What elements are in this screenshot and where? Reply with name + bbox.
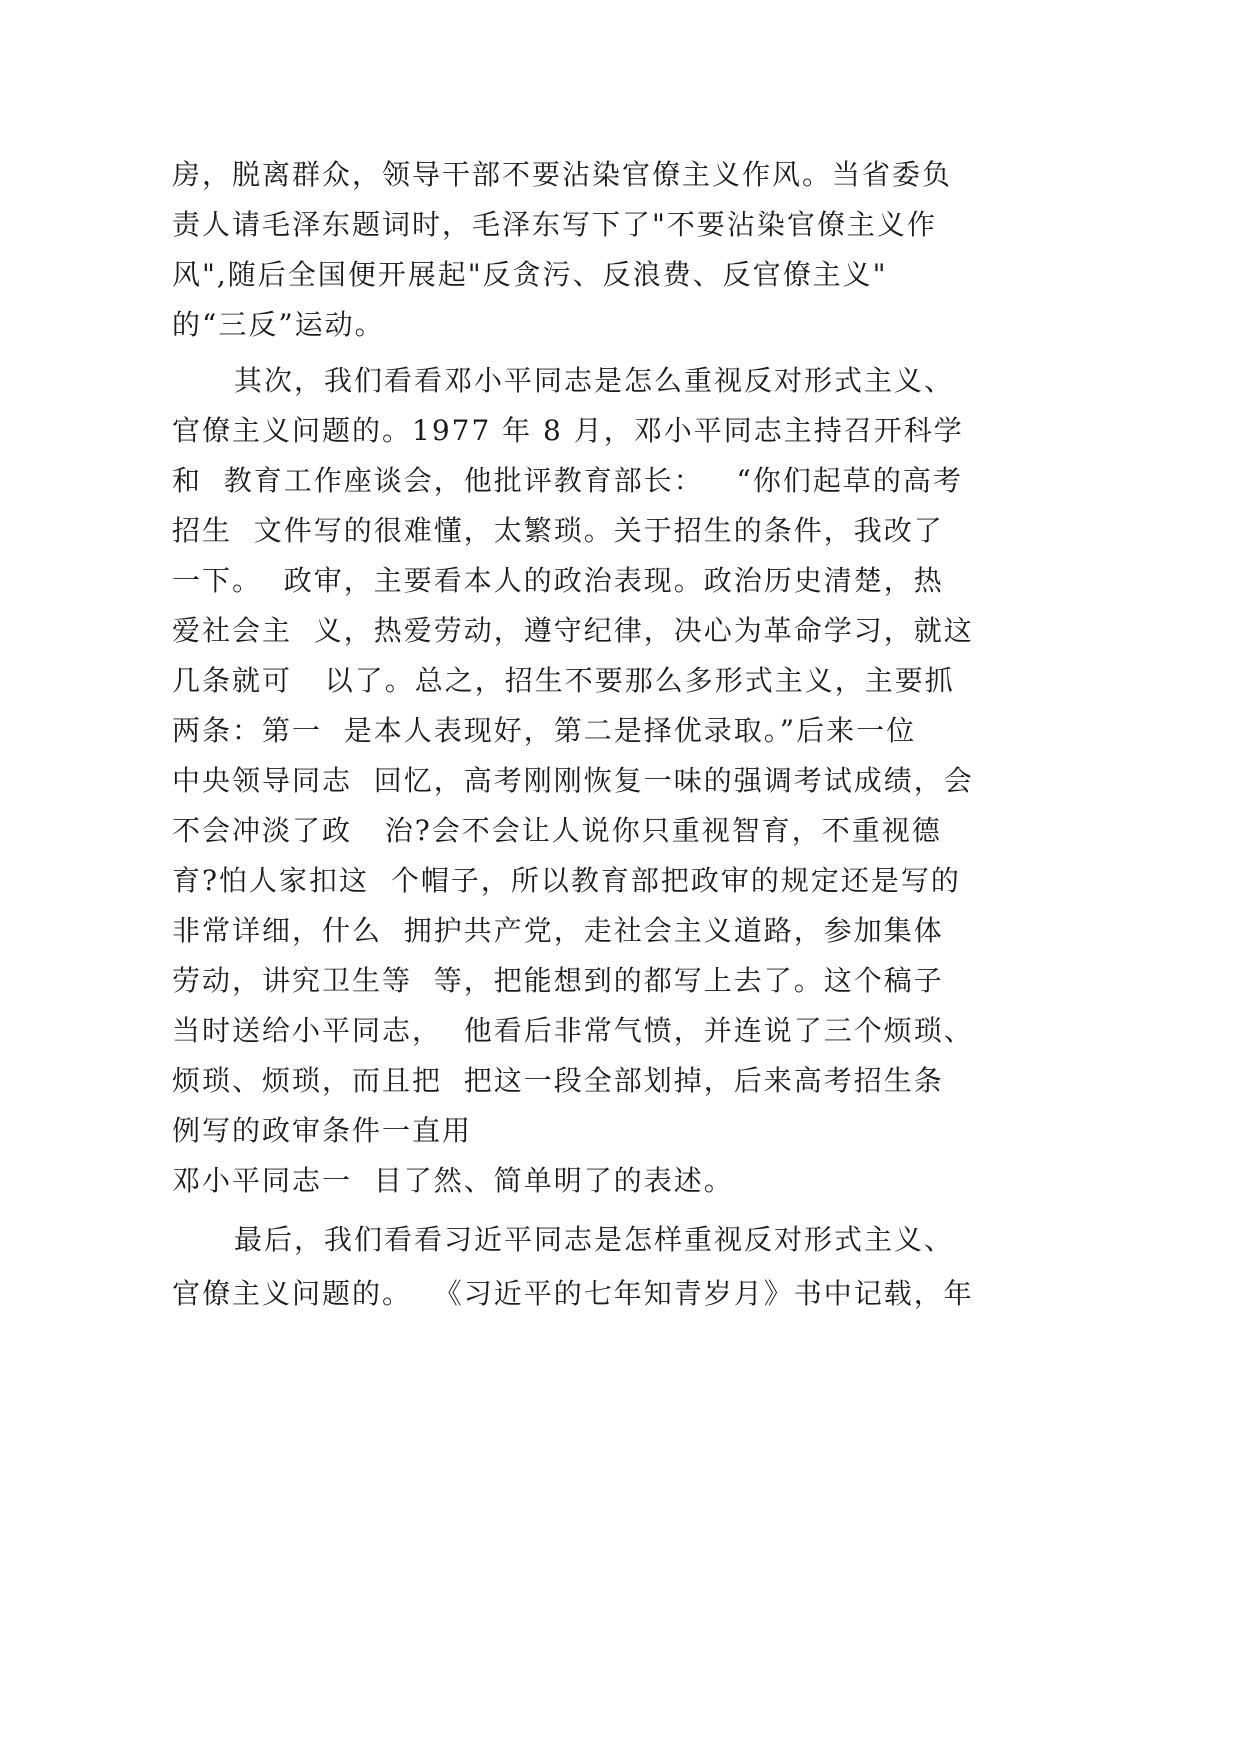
- text-line: 例写的政审条件一直用: [172, 1114, 473, 1147]
- text-line: 非常详细，什么 拥护共产党，走社会主义道路，参加集体: [172, 914, 944, 947]
- text-line: 最后，我们看看习近平同志是怎样重视反对形式主义、: [234, 1223, 955, 1256]
- text-line: 责人请毛泽东题词时，毛泽东写下了"不要沾染官僚主义作: [172, 208, 937, 241]
- text-line: 一下。 政审，主要看本人的政治表现。政治历史清楚，热: [172, 564, 944, 597]
- paragraph: [172, 150, 1072, 350]
- paragraph: [172, 356, 1072, 1206]
- text-line: 官僚主义问题的。 《习近平的七年知青岁月》书中记载，年: [172, 1277, 974, 1310]
- text-line: 邓小平同志一 目了然、简单明了的表述。: [172, 1164, 734, 1197]
- paragraph: [172, 1213, 1072, 1321]
- body-text: [172, 150, 1072, 1321]
- text-line: 烦琐、烦琐，而且把 把这一段全部划掉，后来高考招生条: [172, 1064, 944, 1097]
- text-line: 房，脱离群众，领导干部不要沾染官僚主义作风。当省委负: [172, 158, 953, 191]
- text-line: 风",随后全国便开展起"反贪污、反浪费、反官僚主义": [172, 258, 888, 291]
- text-line: 其次，我们看看邓小平同志是怎么重视反对形式主义、: [234, 364, 955, 397]
- text-line: 官僚主义问题的。1977 年 8 月，邓小平同志主持召开科学: [172, 414, 964, 447]
- text-line: 两条：第一 是本人表现好，第二是择优录取。”后来一位: [172, 714, 917, 747]
- text-line: 劳动，讲究卫生等 等，把能想到的都写上去了。这个稿子: [172, 964, 944, 997]
- text-line: 爱社会主 义，热爱劳动，遵守纪律，决心为革命学习，就这: [172, 614, 974, 647]
- text-line: 当时送给小平同志， 他看后非常气愤，并连说了三个烦琐、: [172, 1014, 974, 1047]
- text-line: 育?怕人家扣这 个帽子，所以教育部把政审的规定还是写的: [172, 864, 961, 897]
- text-line: 几条就可 以了。总之，招生不要那么多形式主义，主要抓: [172, 664, 955, 697]
- text-line: 不会冲淡了政 治?会不会让人说你只重视智育，不重视德: [172, 814, 942, 847]
- text-line: 的“三反”运动。: [172, 308, 385, 341]
- text-line: 和 教育工作座谈会，他批评教育部长： “你们起草的高考: [172, 464, 963, 497]
- text-line: 中央领导同志 回忆，高考刚刚恢复一味的强调考试成绩，会: [172, 764, 974, 797]
- text-line: 招生 文件写的很难懂，太繁琐。关于招生的条件，我改了: [172, 514, 944, 547]
